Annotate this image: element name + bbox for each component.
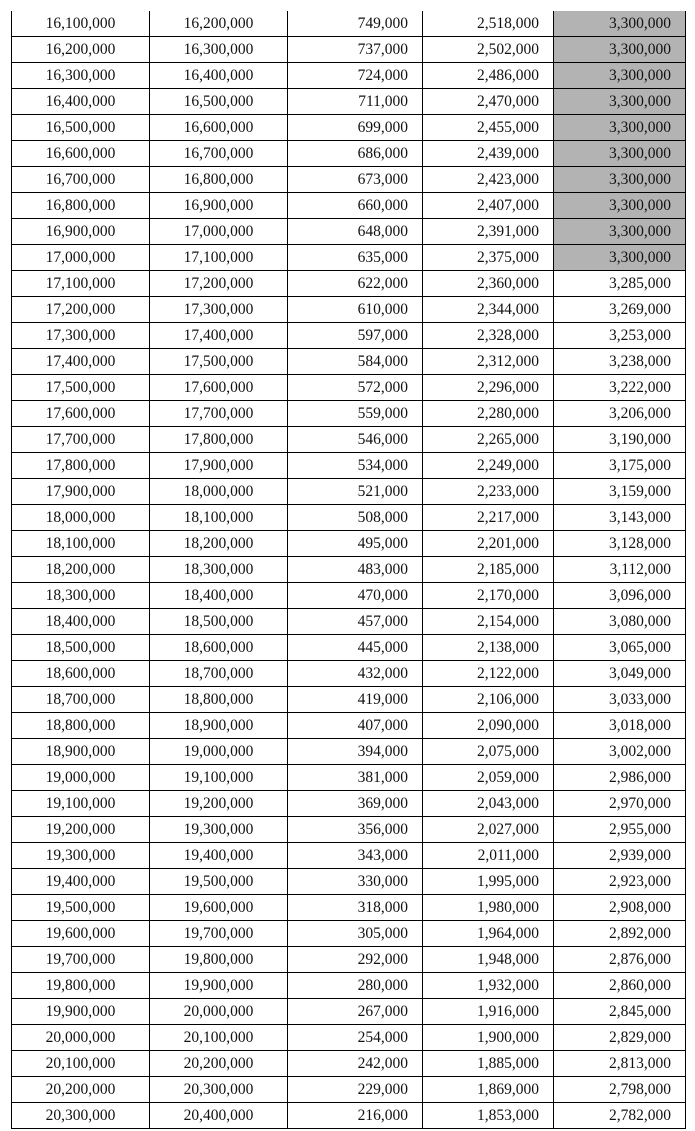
value-column-4-cell: 2,075,000 bbox=[423, 739, 554, 765]
range-from-cell: 17,900,000 bbox=[12, 479, 150, 505]
table-row bbox=[12, 661, 686, 687]
value-column-4-cell: 2,502,000 bbox=[423, 37, 554, 63]
value-column-5-cell: 3,159,000 bbox=[554, 479, 686, 505]
value-column-5-cell: 3,269,000 bbox=[554, 297, 686, 323]
value-column-4-cell: 2,217,000 bbox=[423, 505, 554, 531]
range-from-cell: 19,400,000 bbox=[12, 869, 150, 895]
value-column-3-cell: 572,000 bbox=[288, 375, 423, 401]
table-row bbox=[12, 1077, 686, 1103]
range-from-cell: 16,100,000 bbox=[12, 11, 150, 37]
table-row bbox=[12, 453, 686, 479]
range-to-cell: 17,300,000 bbox=[150, 297, 288, 323]
value-column-4-cell: 2,059,000 bbox=[423, 765, 554, 791]
table-row bbox=[12, 817, 686, 843]
range-to-cell: 20,000,000 bbox=[150, 999, 288, 1025]
range-to-cell: 16,800,000 bbox=[150, 167, 288, 193]
table-row bbox=[12, 791, 686, 817]
range-from-cell: 16,600,000 bbox=[12, 141, 150, 167]
value-column-5-cell: 2,939,000 bbox=[554, 843, 686, 869]
range-from-cell: 17,500,000 bbox=[12, 375, 150, 401]
table-row bbox=[12, 921, 686, 947]
table-row bbox=[12, 947, 686, 973]
range-to-cell: 18,400,000 bbox=[150, 583, 288, 609]
value-column-5-cell: 2,970,000 bbox=[554, 791, 686, 817]
value-column-5-cell: 3,112,000 bbox=[554, 557, 686, 583]
table-row bbox=[12, 63, 686, 89]
range-to-cell: 16,400,000 bbox=[150, 63, 288, 89]
value-column-4-cell: 2,170,000 bbox=[423, 583, 554, 609]
range-to-cell: 19,600,000 bbox=[150, 895, 288, 921]
value-column-3-cell: 711,000 bbox=[288, 89, 423, 115]
range-from-cell: 16,800,000 bbox=[12, 193, 150, 219]
value-column-4-cell: 2,486,000 bbox=[423, 63, 554, 89]
value-column-4-cell: 2,154,000 bbox=[423, 609, 554, 635]
range-to-cell: 19,100,000 bbox=[150, 765, 288, 791]
value-column-3-cell: 521,000 bbox=[288, 479, 423, 505]
range-to-cell: 19,200,000 bbox=[150, 791, 288, 817]
value-column-3-cell: 648,000 bbox=[288, 219, 423, 245]
range-to-cell: 17,700,000 bbox=[150, 401, 288, 427]
value-column-3-cell: 216,000 bbox=[288, 1103, 423, 1129]
table-row bbox=[12, 323, 686, 349]
value-column-4-cell: 2,201,000 bbox=[423, 531, 554, 557]
value-column-5-cell: 2,829,000 bbox=[554, 1025, 686, 1051]
range-from-cell: 19,700,000 bbox=[12, 947, 150, 973]
value-column-3-cell: 660,000 bbox=[288, 193, 423, 219]
value-column-3-cell: 622,000 bbox=[288, 271, 423, 297]
range-to-cell: 18,700,000 bbox=[150, 661, 288, 687]
value-column-5-cell: 3,300,000 bbox=[554, 63, 686, 89]
value-column-4-cell: 2,043,000 bbox=[423, 791, 554, 817]
range-from-cell: 18,400,000 bbox=[12, 609, 150, 635]
table-row bbox=[12, 895, 686, 921]
value-column-3-cell: 407,000 bbox=[288, 713, 423, 739]
value-column-3-cell: 394,000 bbox=[288, 739, 423, 765]
range-from-cell: 16,700,000 bbox=[12, 167, 150, 193]
value-column-3-cell: 559,000 bbox=[288, 401, 423, 427]
value-column-4-cell: 2,391,000 bbox=[423, 219, 554, 245]
value-column-3-cell: 330,000 bbox=[288, 869, 423, 895]
value-column-5-cell: 2,986,000 bbox=[554, 765, 686, 791]
value-column-5-cell: 3,285,000 bbox=[554, 271, 686, 297]
value-column-4-cell: 2,233,000 bbox=[423, 479, 554, 505]
value-column-5-cell: 2,923,000 bbox=[554, 869, 686, 895]
range-from-cell: 18,000,000 bbox=[12, 505, 150, 531]
range-from-cell: 18,300,000 bbox=[12, 583, 150, 609]
value-column-4-cell: 2,470,000 bbox=[423, 89, 554, 115]
table-row bbox=[12, 765, 686, 791]
range-to-cell: 16,300,000 bbox=[150, 37, 288, 63]
value-column-5-cell: 3,238,000 bbox=[554, 349, 686, 375]
range-to-cell: 16,500,000 bbox=[150, 89, 288, 115]
range-from-cell: 18,600,000 bbox=[12, 661, 150, 687]
value-column-4-cell: 2,375,000 bbox=[423, 245, 554, 271]
table-row bbox=[12, 531, 686, 557]
range-from-cell: 19,600,000 bbox=[12, 921, 150, 947]
range-from-cell: 19,200,000 bbox=[12, 817, 150, 843]
table-row bbox=[12, 505, 686, 531]
value-column-4-cell: 2,280,000 bbox=[423, 401, 554, 427]
table-row bbox=[12, 89, 686, 115]
value-column-5-cell: 3,128,000 bbox=[554, 531, 686, 557]
value-column-5-cell: 3,206,000 bbox=[554, 401, 686, 427]
range-from-cell: 16,200,000 bbox=[12, 37, 150, 63]
table-row bbox=[12, 999, 686, 1025]
value-column-4-cell: 1,948,000 bbox=[423, 947, 554, 973]
range-to-cell: 18,000,000 bbox=[150, 479, 288, 505]
range-to-cell: 18,500,000 bbox=[150, 609, 288, 635]
table-row bbox=[12, 635, 686, 661]
range-to-cell: 19,800,000 bbox=[150, 947, 288, 973]
range-to-cell: 17,900,000 bbox=[150, 453, 288, 479]
table-row bbox=[12, 193, 686, 219]
value-column-4-cell: 2,312,000 bbox=[423, 349, 554, 375]
value-column-5-cell: 2,876,000 bbox=[554, 947, 686, 973]
value-column-5-cell: 2,782,000 bbox=[554, 1103, 686, 1129]
value-column-5-cell: 2,845,000 bbox=[554, 999, 686, 1025]
range-to-cell: 17,400,000 bbox=[150, 323, 288, 349]
table-row bbox=[12, 37, 686, 63]
value-column-4-cell: 2,011,000 bbox=[423, 843, 554, 869]
range-from-cell: 17,000,000 bbox=[12, 245, 150, 271]
table-row bbox=[12, 167, 686, 193]
value-column-3-cell: 597,000 bbox=[288, 323, 423, 349]
value-column-4-cell: 1,964,000 bbox=[423, 921, 554, 947]
range-from-cell: 20,300,000 bbox=[12, 1103, 150, 1129]
value-column-4-cell: 2,249,000 bbox=[423, 453, 554, 479]
value-column-4-cell: 1,885,000 bbox=[423, 1051, 554, 1077]
value-column-3-cell: 686,000 bbox=[288, 141, 423, 167]
range-to-cell: 19,400,000 bbox=[150, 843, 288, 869]
value-column-3-cell: 495,000 bbox=[288, 531, 423, 557]
range-from-cell: 18,200,000 bbox=[12, 557, 150, 583]
value-column-3-cell: 305,000 bbox=[288, 921, 423, 947]
table-row bbox=[12, 375, 686, 401]
range-from-cell: 19,500,000 bbox=[12, 895, 150, 921]
range-to-cell: 18,600,000 bbox=[150, 635, 288, 661]
value-column-3-cell: 724,000 bbox=[288, 63, 423, 89]
value-column-5-cell: 3,300,000 bbox=[554, 115, 686, 141]
range-to-cell: 20,200,000 bbox=[150, 1051, 288, 1077]
value-column-3-cell: 470,000 bbox=[288, 583, 423, 609]
table-row bbox=[12, 479, 686, 505]
value-column-3-cell: 369,000 bbox=[288, 791, 423, 817]
table-row bbox=[12, 297, 686, 323]
range-to-cell: 17,100,000 bbox=[150, 245, 288, 271]
range-to-cell: 16,600,000 bbox=[150, 115, 288, 141]
table-row bbox=[12, 219, 686, 245]
value-column-5-cell: 3,300,000 bbox=[554, 141, 686, 167]
value-column-5-cell: 3,190,000 bbox=[554, 427, 686, 453]
range-to-cell: 18,200,000 bbox=[150, 531, 288, 557]
value-column-5-cell: 2,892,000 bbox=[554, 921, 686, 947]
table-row bbox=[12, 609, 686, 635]
range-to-cell: 16,900,000 bbox=[150, 193, 288, 219]
table-row bbox=[12, 1051, 686, 1077]
range-from-cell: 17,300,000 bbox=[12, 323, 150, 349]
range-from-cell: 20,100,000 bbox=[12, 1051, 150, 1077]
range-to-cell: 19,900,000 bbox=[150, 973, 288, 999]
value-column-3-cell: 483,000 bbox=[288, 557, 423, 583]
value-column-3-cell: 432,000 bbox=[288, 661, 423, 687]
table-row bbox=[12, 739, 686, 765]
table-row bbox=[12, 245, 686, 271]
value-column-3-cell: 242,000 bbox=[288, 1051, 423, 1077]
value-column-5-cell: 3,002,000 bbox=[554, 739, 686, 765]
value-column-5-cell: 3,253,000 bbox=[554, 323, 686, 349]
value-column-5-cell: 3,300,000 bbox=[554, 89, 686, 115]
value-column-3-cell: 699,000 bbox=[288, 115, 423, 141]
value-column-3-cell: 318,000 bbox=[288, 895, 423, 921]
value-column-4-cell: 2,439,000 bbox=[423, 141, 554, 167]
value-column-3-cell: 229,000 bbox=[288, 1077, 423, 1103]
value-column-3-cell: 267,000 bbox=[288, 999, 423, 1025]
value-column-4-cell: 2,090,000 bbox=[423, 713, 554, 739]
value-column-3-cell: 445,000 bbox=[288, 635, 423, 661]
table-row bbox=[12, 1025, 686, 1051]
value-column-5-cell: 3,065,000 bbox=[554, 635, 686, 661]
value-column-4-cell: 2,455,000 bbox=[423, 115, 554, 141]
value-column-4-cell: 1,853,000 bbox=[423, 1103, 554, 1129]
value-column-4-cell: 2,138,000 bbox=[423, 635, 554, 661]
tax-table bbox=[11, 11, 686, 1129]
range-to-cell: 17,000,000 bbox=[150, 219, 288, 245]
value-column-5-cell: 2,955,000 bbox=[554, 817, 686, 843]
range-to-cell: 19,000,000 bbox=[150, 739, 288, 765]
value-column-3-cell: 534,000 bbox=[288, 453, 423, 479]
range-from-cell: 17,700,000 bbox=[12, 427, 150, 453]
value-column-4-cell: 2,423,000 bbox=[423, 167, 554, 193]
value-column-5-cell: 3,300,000 bbox=[554, 219, 686, 245]
range-from-cell: 16,500,000 bbox=[12, 115, 150, 141]
value-column-3-cell: 584,000 bbox=[288, 349, 423, 375]
value-column-4-cell: 1,916,000 bbox=[423, 999, 554, 1025]
value-column-5-cell: 2,860,000 bbox=[554, 973, 686, 999]
range-to-cell: 17,200,000 bbox=[150, 271, 288, 297]
tax-table-body bbox=[12, 11, 686, 1129]
value-column-4-cell: 2,407,000 bbox=[423, 193, 554, 219]
value-column-5-cell: 2,798,000 bbox=[554, 1077, 686, 1103]
range-from-cell: 17,600,000 bbox=[12, 401, 150, 427]
value-column-4-cell: 2,027,000 bbox=[423, 817, 554, 843]
range-from-cell: 19,000,000 bbox=[12, 765, 150, 791]
table-row bbox=[12, 869, 686, 895]
value-column-3-cell: 635,000 bbox=[288, 245, 423, 271]
value-column-3-cell: 280,000 bbox=[288, 973, 423, 999]
range-from-cell: 16,400,000 bbox=[12, 89, 150, 115]
table-row bbox=[12, 713, 686, 739]
range-from-cell: 17,400,000 bbox=[12, 349, 150, 375]
value-column-4-cell: 2,185,000 bbox=[423, 557, 554, 583]
value-column-3-cell: 737,000 bbox=[288, 37, 423, 63]
value-column-3-cell: 457,000 bbox=[288, 609, 423, 635]
table-row bbox=[12, 11, 686, 37]
value-column-5-cell: 2,908,000 bbox=[554, 895, 686, 921]
range-from-cell: 17,100,000 bbox=[12, 271, 150, 297]
value-column-4-cell: 2,265,000 bbox=[423, 427, 554, 453]
range-to-cell: 16,700,000 bbox=[150, 141, 288, 167]
value-column-5-cell: 3,080,000 bbox=[554, 609, 686, 635]
value-column-5-cell: 2,813,000 bbox=[554, 1051, 686, 1077]
table-row bbox=[12, 973, 686, 999]
value-column-3-cell: 292,000 bbox=[288, 947, 423, 973]
range-to-cell: 19,500,000 bbox=[150, 869, 288, 895]
value-column-4-cell: 1,932,000 bbox=[423, 973, 554, 999]
value-column-3-cell: 673,000 bbox=[288, 167, 423, 193]
range-from-cell: 19,300,000 bbox=[12, 843, 150, 869]
table-row bbox=[12, 271, 686, 297]
range-to-cell: 16,200,000 bbox=[150, 11, 288, 37]
value-column-5-cell: 3,096,000 bbox=[554, 583, 686, 609]
value-column-5-cell: 3,018,000 bbox=[554, 713, 686, 739]
table-row bbox=[12, 349, 686, 375]
value-column-4-cell: 1,995,000 bbox=[423, 869, 554, 895]
table-row bbox=[12, 583, 686, 609]
range-from-cell: 18,800,000 bbox=[12, 713, 150, 739]
value-column-3-cell: 254,000 bbox=[288, 1025, 423, 1051]
range-from-cell: 18,900,000 bbox=[12, 739, 150, 765]
value-column-5-cell: 3,033,000 bbox=[554, 687, 686, 713]
value-column-3-cell: 419,000 bbox=[288, 687, 423, 713]
range-from-cell: 18,500,000 bbox=[12, 635, 150, 661]
range-to-cell: 17,500,000 bbox=[150, 349, 288, 375]
range-to-cell: 18,300,000 bbox=[150, 557, 288, 583]
range-from-cell: 16,300,000 bbox=[12, 63, 150, 89]
value-column-3-cell: 749,000 bbox=[288, 11, 423, 37]
range-to-cell: 18,100,000 bbox=[150, 505, 288, 531]
range-from-cell: 18,700,000 bbox=[12, 687, 150, 713]
range-to-cell: 18,900,000 bbox=[150, 713, 288, 739]
value-column-3-cell: 610,000 bbox=[288, 297, 423, 323]
range-from-cell: 19,900,000 bbox=[12, 999, 150, 1025]
range-from-cell: 17,200,000 bbox=[12, 297, 150, 323]
range-to-cell: 20,300,000 bbox=[150, 1077, 288, 1103]
range-to-cell: 19,300,000 bbox=[150, 817, 288, 843]
table-row bbox=[12, 843, 686, 869]
value-column-3-cell: 356,000 bbox=[288, 817, 423, 843]
value-column-5-cell: 3,300,000 bbox=[554, 193, 686, 219]
value-column-3-cell: 508,000 bbox=[288, 505, 423, 531]
value-column-5-cell: 3,175,000 bbox=[554, 453, 686, 479]
value-column-4-cell: 1,900,000 bbox=[423, 1025, 554, 1051]
value-column-3-cell: 343,000 bbox=[288, 843, 423, 869]
range-to-cell: 17,800,000 bbox=[150, 427, 288, 453]
table-row bbox=[12, 557, 686, 583]
range-from-cell: 16,900,000 bbox=[12, 219, 150, 245]
range-to-cell: 20,400,000 bbox=[150, 1103, 288, 1129]
range-from-cell: 20,200,000 bbox=[12, 1077, 150, 1103]
value-column-4-cell: 2,122,000 bbox=[423, 661, 554, 687]
table-row bbox=[12, 427, 686, 453]
value-column-5-cell: 3,222,000 bbox=[554, 375, 686, 401]
range-to-cell: 17,600,000 bbox=[150, 375, 288, 401]
value-column-3-cell: 546,000 bbox=[288, 427, 423, 453]
value-column-5-cell: 3,300,000 bbox=[554, 11, 686, 37]
table-row bbox=[12, 687, 686, 713]
range-from-cell: 20,000,000 bbox=[12, 1025, 150, 1051]
range-to-cell: 19,700,000 bbox=[150, 921, 288, 947]
value-column-4-cell: 1,980,000 bbox=[423, 895, 554, 921]
table-row bbox=[12, 1103, 686, 1129]
value-column-4-cell: 2,518,000 bbox=[423, 11, 554, 37]
value-column-5-cell: 3,300,000 bbox=[554, 245, 686, 271]
range-from-cell: 17,800,000 bbox=[12, 453, 150, 479]
range-from-cell: 18,100,000 bbox=[12, 531, 150, 557]
value-column-4-cell: 2,106,000 bbox=[423, 687, 554, 713]
value-column-5-cell: 3,143,000 bbox=[554, 505, 686, 531]
range-to-cell: 18,800,000 bbox=[150, 687, 288, 713]
value-column-4-cell: 2,344,000 bbox=[423, 297, 554, 323]
value-column-5-cell: 3,300,000 bbox=[554, 37, 686, 63]
range-from-cell: 19,100,000 bbox=[12, 791, 150, 817]
value-column-4-cell: 2,360,000 bbox=[423, 271, 554, 297]
range-from-cell: 19,800,000 bbox=[12, 973, 150, 999]
value-column-5-cell: 3,300,000 bbox=[554, 167, 686, 193]
table-row bbox=[12, 115, 686, 141]
table-row bbox=[12, 141, 686, 167]
value-column-4-cell: 2,296,000 bbox=[423, 375, 554, 401]
range-to-cell: 20,100,000 bbox=[150, 1025, 288, 1051]
value-column-4-cell: 2,328,000 bbox=[423, 323, 554, 349]
table-row bbox=[12, 401, 686, 427]
value-column-4-cell: 1,869,000 bbox=[423, 1077, 554, 1103]
value-column-5-cell: 3,049,000 bbox=[554, 661, 686, 687]
value-column-3-cell: 381,000 bbox=[288, 765, 423, 791]
